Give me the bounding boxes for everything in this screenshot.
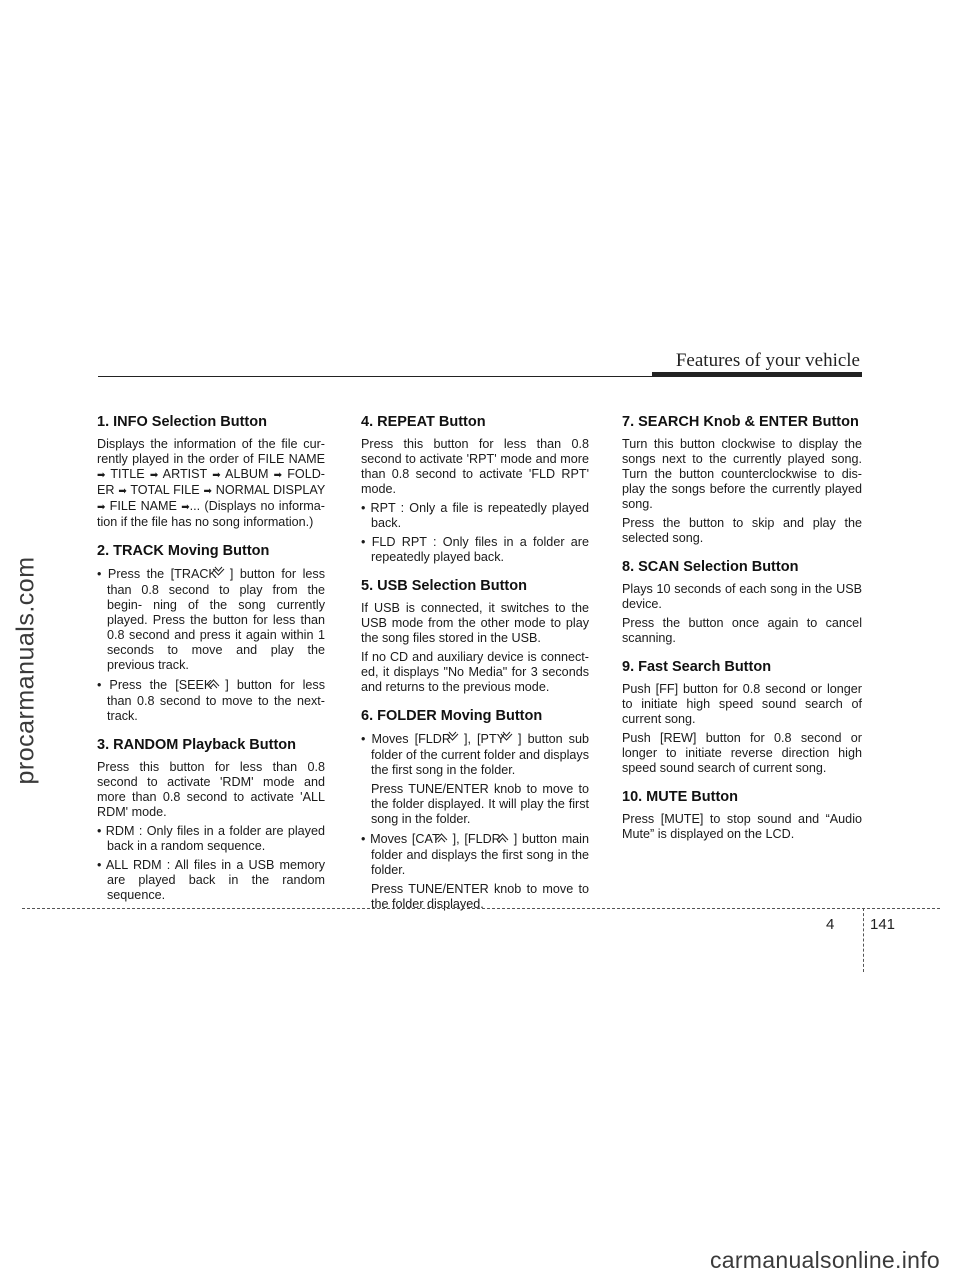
page-header-title: Features of your vehicle xyxy=(675,350,860,371)
section-title: 10. MUTE Button xyxy=(622,789,738,805)
bullet-item: • Moves [CAT ], [FLDR ] button main folder and displays the first song in the folder. xyxy=(361,832,589,877)
arrow-right-icon: ➡ xyxy=(149,470,159,481)
section-body: Push [REW] button for 0.8 second or longer to initiate reverse direction high speed sound search of current song. xyxy=(622,731,862,775)
arrow-right-icon: ➡ xyxy=(118,486,127,497)
section-title: 7. SEARCH Knob & ENTER Button xyxy=(622,414,859,430)
section-mute xyxy=(622,789,862,842)
footer-divider xyxy=(863,908,864,972)
section-body: Press [MUTE] to stop sound and “Audio Mute” is displayed on the LCD. xyxy=(622,812,862,841)
chevron-down-icon xyxy=(217,566,230,583)
side-watermark xyxy=(4,540,48,800)
bullet-item: • Press the [TRACK ] button for less than 0.8 second to play from the begin- ning of the song currently played. Press the button for less than 0.8 second and press it again within 1 seconds to move and play the previous track. xyxy=(97,567,325,672)
bullet-item: • Moves [FLDR ], [PTY ] button sub folder of the current folder and displays the first song in the folder. xyxy=(361,732,589,777)
chevron-up-icon xyxy=(501,831,514,848)
section-body: If USB is connected, it switches to the USB mode from the other mode to play the song files stored in the USB. xyxy=(361,601,589,645)
column-3 xyxy=(622,414,862,855)
bullet-item: • FLD RPT : Only files in a folder are repeatedly played back. xyxy=(361,535,589,564)
section-fast-search xyxy=(622,659,862,776)
bullet-item: • RPT : Only a file is repeatedly played back. xyxy=(361,501,589,530)
bullet-item: • ALL RDM : All files in a USB memory are played back in the random sequence. xyxy=(97,858,325,902)
chevron-up-icon xyxy=(212,677,225,694)
section-info xyxy=(97,414,325,530)
arrow-right-icon: ➡ xyxy=(97,502,106,513)
section-title: 2. TRACK Moving Button xyxy=(97,543,270,559)
arrow-right-icon: ➡ xyxy=(181,502,190,513)
bullet-subtext: Press TUNE/ENTER knob to move to the folder displayed. It will play the first song in the folder. xyxy=(371,782,589,826)
section-usb xyxy=(361,578,589,695)
section-body: Press the button to skip and play the selected song. xyxy=(622,516,862,545)
section-body: Turn this button clockwise to display the songs next to the currently played song. Turn the button counterclockwise to dis- play the songs before the currently played song. xyxy=(622,437,862,511)
side-watermark-text: procarmanuals.com xyxy=(11,555,40,785)
section-random xyxy=(97,737,325,903)
section-title: 6. FOLDER Moving Button xyxy=(361,708,543,724)
section-title: 1. INFO Selection Button xyxy=(97,414,267,430)
section-body: Push [FF] button for 0.8 second or longer to initiate high speed sound search of current song. xyxy=(622,682,862,726)
column-2 xyxy=(361,414,589,925)
arrow-right-icon: ➡ xyxy=(273,470,283,481)
section-title: 3. RANDOM Playback Button xyxy=(97,737,296,753)
column-1 xyxy=(97,414,325,916)
arrow-right-icon: ➡ xyxy=(97,470,106,481)
section-title: 9. Fast Search Button xyxy=(622,659,772,675)
header-rule-accent xyxy=(652,372,862,377)
section-folder xyxy=(361,708,589,912)
chevron-down-icon xyxy=(451,731,464,748)
section-body: If no CD and auxiliary device is connect- ed, it displays "No Media" for 3 seconds and returns to the previous mode. xyxy=(361,650,589,694)
section-search xyxy=(622,414,862,546)
bullet-item: • RDM : Only files in a folder are played back in a random sequence. xyxy=(97,824,325,853)
bullet-item: • Press the [SEEK ] button for less than 0.8 second to move to the next- track. xyxy=(97,678,325,723)
section-body: Press this button for less than 0.8 second to activate 'RPT' mode and more than 0.8 second to activate 'FLD RPT' mode. xyxy=(361,437,589,496)
section-track xyxy=(97,543,325,724)
chevron-up-icon xyxy=(440,831,453,848)
bottom-watermark: carmanualsonline.info xyxy=(709,1247,940,1273)
section-body: Plays 10 seconds of each song in the USB device. xyxy=(622,582,862,611)
footer-rule xyxy=(22,908,940,909)
section-title: 4. REPEAT Button xyxy=(361,414,486,430)
section-body: Press this button for less than 0.8 second to activate 'RDM' mode and more than 0.8 second to activate 'ALL RDM' mode. xyxy=(97,760,325,819)
section-body: Displays the information of the file cur- rently played in the order of FILE NAME ➡ TITLE ➡ ARTIST ➡ ALBUM ➡ FOLD- ER ➡ TOTAL FILE ➡ NORMAL DISPLAY ➡ FILE NAME ➡... (Displays no informa- tion if the file has no song information.) xyxy=(97,437,325,529)
section-scan xyxy=(622,559,862,646)
section-title: 5. USB Selection Button xyxy=(361,578,527,594)
page-number: 141 xyxy=(870,916,896,933)
arrow-right-icon: ➡ xyxy=(203,486,212,497)
bullet-subtext: Press TUNE/ENTER knob to move to the folder displayed. xyxy=(371,882,589,911)
section-repeat xyxy=(361,414,589,565)
section-body: Press the button once again to cancel scanning. xyxy=(622,616,862,645)
arrow-right-icon: ➡ xyxy=(212,470,221,481)
chevron-down-icon xyxy=(505,731,518,748)
section-title: 8. SCAN Selection Button xyxy=(622,559,799,575)
chapter-number: 4 xyxy=(826,916,835,933)
